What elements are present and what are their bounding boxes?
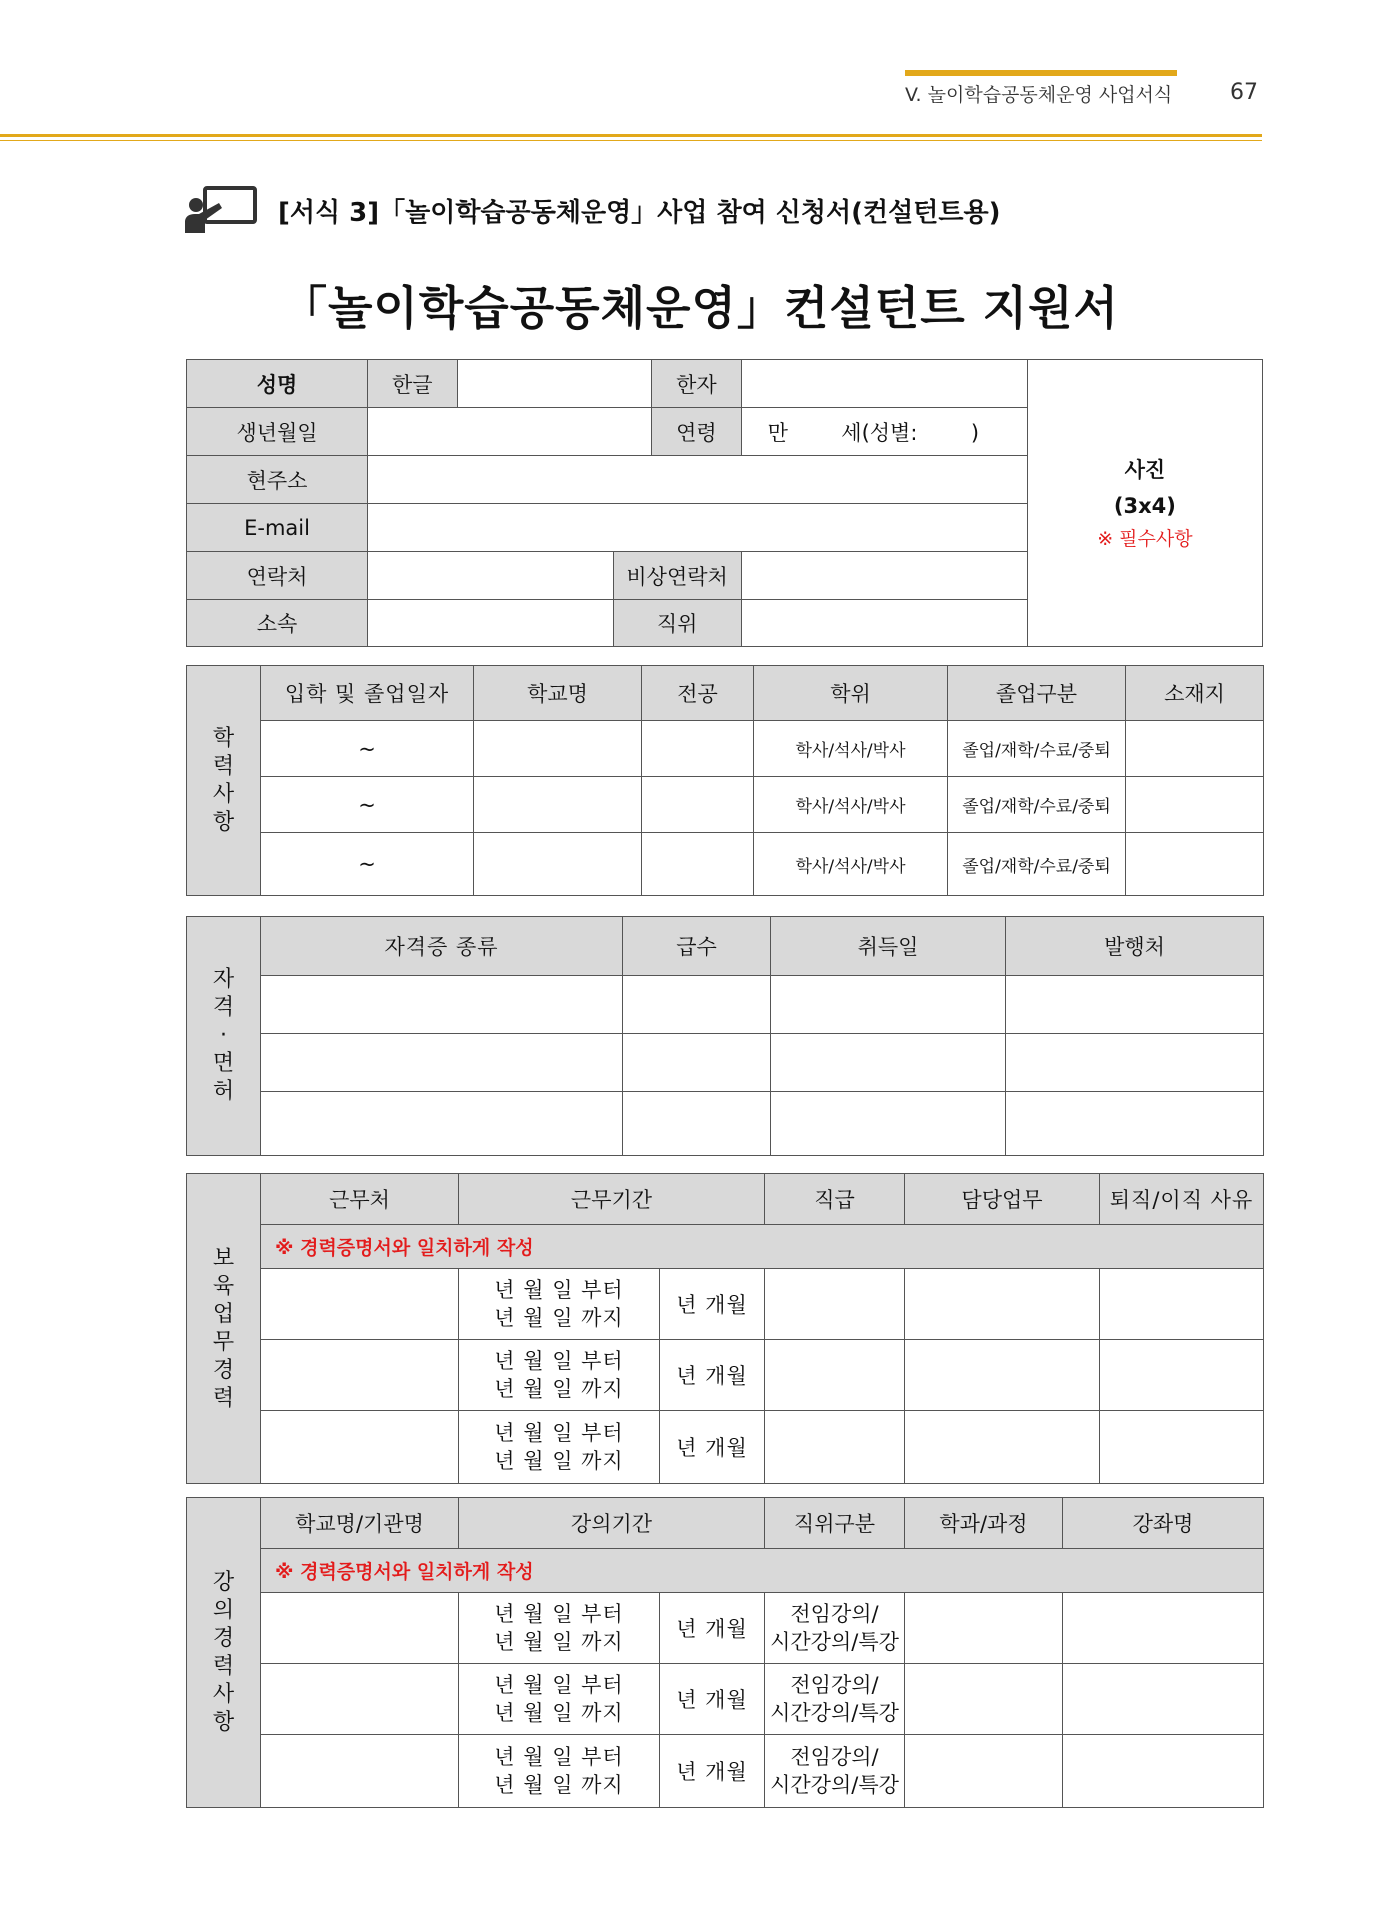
license-issuer-field[interactable]: [1006, 976, 1264, 1034]
contact-field[interactable]: [368, 552, 614, 600]
edu-date-field[interactable]: ~: [261, 833, 474, 896]
license-side-label: 자 격 · 면 허: [187, 917, 261, 1156]
emergency-field[interactable]: [741, 552, 1027, 600]
career-period-field[interactable]: 년 월 일 부터 년 월 일 까지: [459, 1340, 660, 1411]
career-reason-field[interactable]: [1100, 1340, 1264, 1411]
birth-field[interactable]: [368, 408, 652, 456]
career-workplace-field[interactable]: [261, 1269, 459, 1340]
table-row: [187, 833, 1264, 896]
hanja-label: 한자: [652, 360, 741, 408]
table-row: [187, 1340, 1264, 1411]
license-type-field[interactable]: [261, 976, 623, 1034]
career-duty-field[interactable]: [905, 1269, 1100, 1340]
career-months-field[interactable]: 년 개월: [660, 1269, 765, 1340]
photo-label: 사진: [1124, 458, 1166, 482]
edu-header-location: 소재지: [1126, 666, 1264, 721]
career-duty-field[interactable]: [905, 1340, 1100, 1411]
lecture-department-field[interactable]: [905, 1593, 1063, 1664]
license-header-grade: 급수: [623, 917, 771, 976]
career-rank-field[interactable]: [765, 1340, 905, 1411]
lecture-header-institution: 학교명/기관명: [261, 1498, 459, 1549]
edu-degree-options[interactable]: 학사/석사/박사: [754, 777, 948, 833]
header-accent-bar: [905, 70, 1177, 76]
personal-info-table: [186, 359, 1263, 647]
lecture-header-type: 직위구분: [765, 1498, 905, 1549]
edu-school-field[interactable]: [474, 721, 642, 777]
lecture-period-field[interactable]: 년 월 일 부터 년 월 일 까지: [459, 1593, 660, 1664]
lecture-type-field[interactable]: 전임강의/ 시간강의/특강: [765, 1664, 905, 1735]
table-row: [187, 1034, 1264, 1092]
lecture-course-field[interactable]: [1063, 1593, 1264, 1664]
lecture-months-field[interactable]: 년 개월: [660, 1593, 765, 1664]
lecture-months-field[interactable]: 년 개월: [660, 1735, 765, 1808]
lecture-side-label: 강 의 경 력 사 항: [187, 1498, 261, 1808]
header-rule-thin: [0, 140, 1262, 141]
hanja-name-field[interactable]: [741, 360, 1027, 408]
age-field[interactable]: 만 세(성별: ): [741, 408, 1027, 456]
edu-location-field[interactable]: [1126, 833, 1264, 896]
career-duty-field[interactable]: [905, 1411, 1100, 1484]
career-header-workplace: 근무처: [261, 1174, 459, 1225]
edu-status-options[interactable]: 졸업/재학/수료/중퇴: [948, 777, 1126, 833]
career-rank-field[interactable]: [765, 1411, 905, 1484]
license-table: [186, 916, 1264, 1156]
affiliation-field[interactable]: [368, 600, 614, 647]
edu-degree-options[interactable]: 학사/석사/박사: [754, 721, 948, 777]
career-rank-field[interactable]: [765, 1269, 905, 1340]
address-label: 현주소: [187, 456, 368, 504]
edu-date-field[interactable]: ~: [261, 777, 474, 833]
position-field[interactable]: [741, 600, 1027, 647]
header-rule: [0, 134, 1262, 137]
career-header-rank: 직급: [765, 1174, 905, 1225]
table-row: [187, 1664, 1264, 1735]
lecture-note: ※ 경력증명서와 일치하게 작성: [261, 1549, 1264, 1593]
page-number: 67: [1230, 80, 1258, 105]
edu-header-school: 학교명: [474, 666, 642, 721]
license-date-field[interactable]: [771, 976, 1006, 1034]
form-caption: [서식 3]「놀이학습공동체운영」사업 참여 신청서(컨설턴트용): [278, 198, 1001, 228]
license-grade-field[interactable]: [623, 976, 771, 1034]
career-months-field[interactable]: 년 개월: [660, 1340, 765, 1411]
edu-date-field[interactable]: ~: [261, 721, 474, 777]
lecture-department-field[interactable]: [905, 1664, 1063, 1735]
edu-header-major: 전공: [642, 666, 754, 721]
career-table: [186, 1173, 1264, 1484]
table-row: [187, 721, 1264, 777]
career-reason-field[interactable]: [1100, 1269, 1264, 1340]
header-section-title: V. 놀이학습공동체운영 사업서식: [905, 84, 1173, 106]
career-note: ※ 경력증명서와 일치하게 작성: [261, 1225, 1264, 1269]
position-label: 직위: [613, 600, 741, 647]
education-side-label: 학 력 사 항: [187, 666, 261, 896]
age-label: 연령: [652, 408, 741, 456]
career-workplace-field[interactable]: [261, 1411, 459, 1484]
hangul-label: 한글: [368, 360, 457, 408]
career-months-field[interactable]: 년 개월: [660, 1411, 765, 1484]
lecture-course-field[interactable]: [1063, 1664, 1264, 1735]
license-date-field[interactable]: [771, 1034, 1006, 1092]
table-row: [187, 1593, 1264, 1664]
photo-size: (3x4): [1113, 494, 1176, 518]
license-header-date: 취득일: [771, 917, 1006, 976]
lecture-table: [186, 1497, 1264, 1808]
lecture-institution-field[interactable]: [261, 1664, 459, 1735]
license-issuer-field[interactable]: [1006, 1092, 1264, 1156]
license-type-field[interactable]: [261, 1092, 623, 1156]
lecture-department-field[interactable]: [905, 1735, 1063, 1808]
email-field[interactable]: [368, 504, 1028, 552]
license-date-field[interactable]: [771, 1092, 1006, 1156]
edu-school-field[interactable]: [474, 777, 642, 833]
name-label: 성명: [187, 360, 368, 408]
lecture-period-field[interactable]: 년 월 일 부터 년 월 일 까지: [459, 1735, 660, 1808]
lecture-period-field[interactable]: 년 월 일 부터 년 월 일 까지: [459, 1664, 660, 1735]
table-row: [187, 1269, 1264, 1340]
hangul-name-field[interactable]: [457, 360, 652, 408]
lecture-months-field[interactable]: 년 개월: [660, 1664, 765, 1735]
license-issuer-field[interactable]: [1006, 1034, 1264, 1092]
edu-location-field[interactable]: [1126, 721, 1264, 777]
license-grade-field[interactable]: [623, 1034, 771, 1092]
lecture-institution-field[interactable]: [261, 1593, 459, 1664]
license-type-field[interactable]: [261, 1034, 623, 1092]
email-label: E-mail: [187, 504, 368, 552]
photo-box[interactable]: [1027, 360, 1262, 647]
career-header-period: 근무기간: [459, 1174, 765, 1225]
lecture-header-period: 강의기간: [459, 1498, 765, 1549]
lecture-header-department: 학과/과정: [905, 1498, 1063, 1549]
table-row: [187, 1092, 1264, 1156]
career-workplace-field[interactable]: [261, 1340, 459, 1411]
career-side-label: 보 육 업 무 경 력: [187, 1174, 261, 1484]
edu-status-options[interactable]: 졸업/재학/수료/중퇴: [948, 833, 1126, 896]
birth-label: 생년월일: [187, 408, 368, 456]
affiliation-label: 소속: [187, 600, 368, 647]
edu-major-field[interactable]: [642, 833, 754, 896]
lecture-type-field[interactable]: 전임강의/ 시간강의/특강: [765, 1735, 905, 1808]
address-field[interactable]: [368, 456, 1028, 504]
lecture-header-course: 강좌명: [1063, 1498, 1264, 1549]
presentation-board-icon: [183, 185, 258, 235]
edu-header-degree: 학위: [754, 666, 948, 721]
edu-header-status: 졸업구분: [948, 666, 1126, 721]
table-row: [187, 777, 1264, 833]
license-grade-field[interactable]: [623, 1092, 771, 1156]
edu-location-field[interactable]: [1126, 777, 1264, 833]
edu-status-options[interactable]: 졸업/재학/수료/중퇴: [948, 721, 1126, 777]
education-table: [186, 665, 1264, 896]
emergency-label: 비상연락처: [613, 552, 741, 600]
contact-label: 연락처: [187, 552, 368, 600]
edu-major-field[interactable]: [642, 721, 754, 777]
edu-school-field[interactable]: [474, 833, 642, 896]
photo-required-note: ※ 필수사항: [1097, 528, 1193, 550]
table-row: [187, 1411, 1264, 1484]
lecture-course-field[interactable]: [1063, 1735, 1264, 1808]
page-title: 「놀이학습공동체운영」컨설턴트 지원서: [281, 281, 1119, 335]
career-header-reason: 퇴직/이직 사유: [1100, 1174, 1264, 1225]
table-row: [187, 976, 1264, 1034]
edu-major-field[interactable]: [642, 777, 754, 833]
career-period-field[interactable]: 년 월 일 부터 년 월 일 까지: [459, 1411, 660, 1484]
career-reason-field[interactable]: [1100, 1411, 1264, 1484]
edu-header-dates: 입학 및 졸업일자: [261, 666, 474, 721]
career-header-duty: 담당업무: [905, 1174, 1100, 1225]
career-period-field[interactable]: 년 월 일 부터 년 월 일 까지: [459, 1269, 660, 1340]
license-header-issuer: 발행처: [1006, 917, 1264, 976]
edu-degree-options[interactable]: 학사/석사/박사: [754, 833, 948, 896]
lecture-type-field[interactable]: 전임강의/ 시간강의/특강: [765, 1593, 905, 1664]
lecture-institution-field[interactable]: [261, 1735, 459, 1808]
license-header-type: 자격증 종류: [261, 917, 623, 976]
table-row: [187, 1735, 1264, 1808]
